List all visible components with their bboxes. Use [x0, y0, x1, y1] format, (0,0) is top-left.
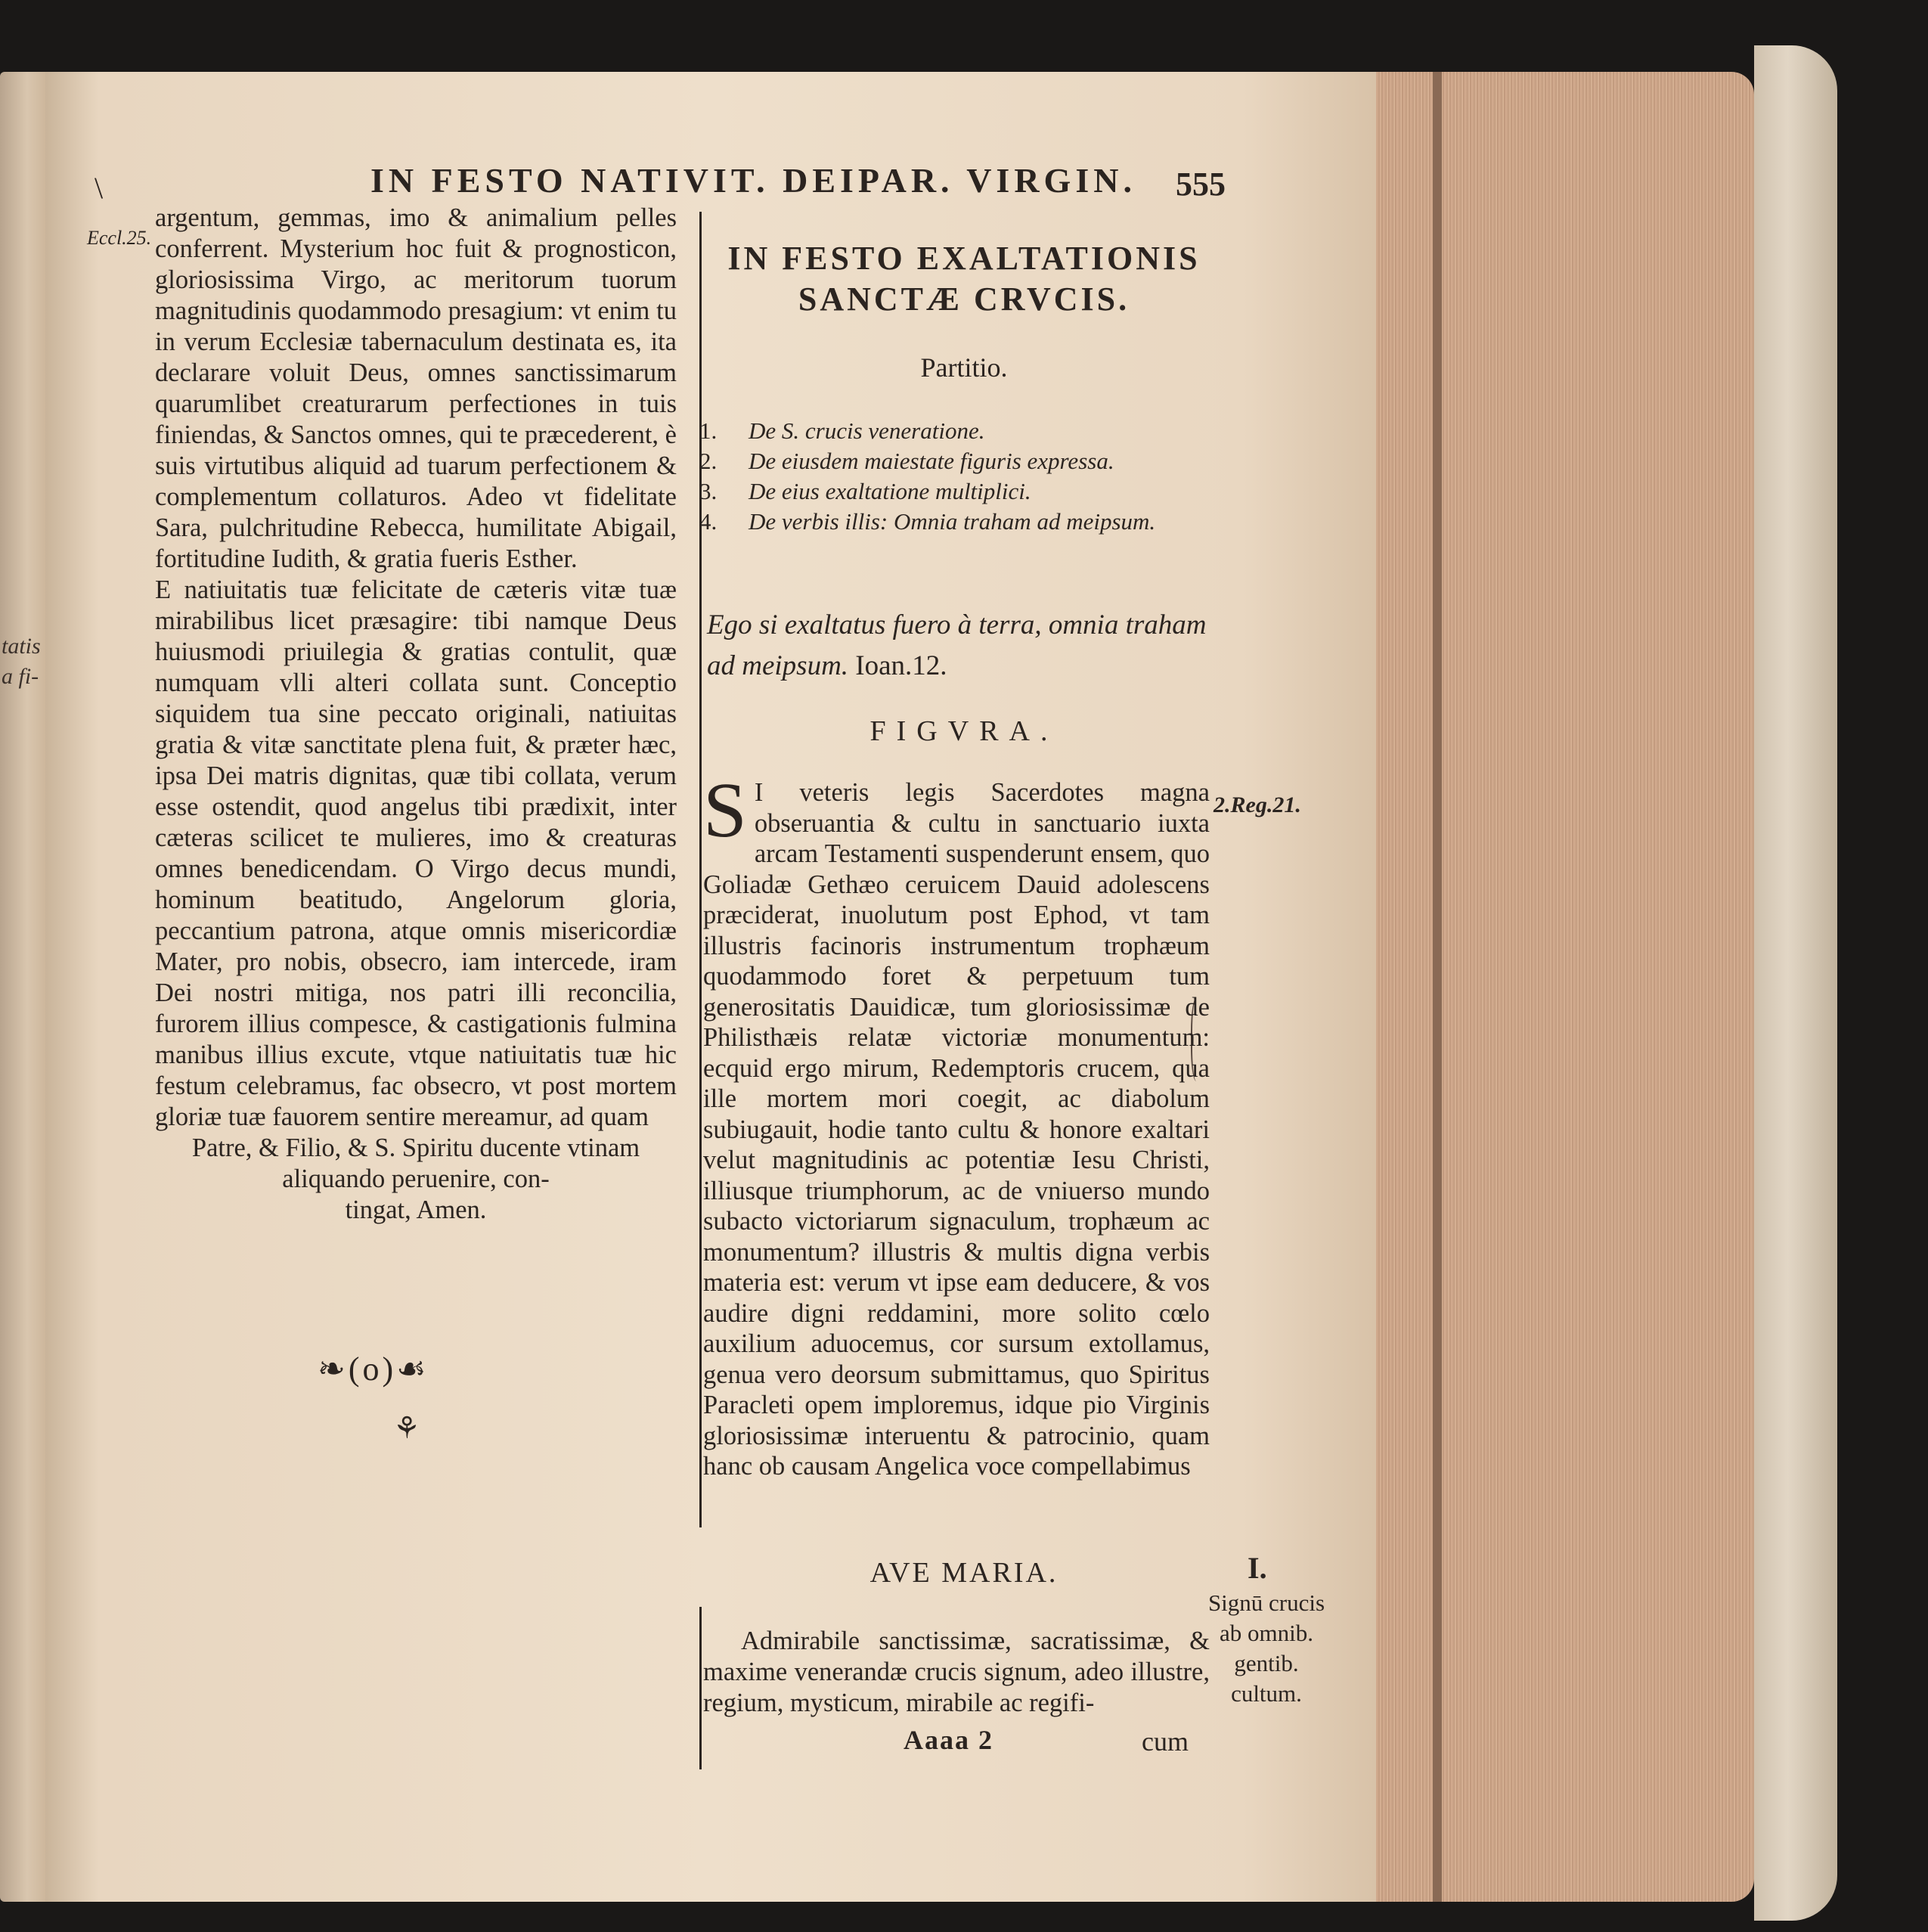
epigraph-reference: Ioan.12.: [855, 650, 947, 681]
epigraph: [707, 605, 1221, 687]
facing-page-edge: [0, 72, 45, 1902]
list-item: [699, 446, 1214, 476]
left-paragraph: E natiuitatis tuæ felicitate de cæteris vitæ tuæ mirabilibus licet præsagire: tibi namque Deus huiusmodi priuilegia & gratias contulit, quæ numquam vlli alteri collata sunt. Conceptio siquidem tua sine peccato originali, natiuitas gratia & vitæ sanctitate plena fuit, & præter hæc, ipsa Dei matris dignitas, quæ tibi collata, verum esse ostendit, quod angelus tibi prædixit, inter cæteras scilicet te mulieres, imo & creaturas omnes benedicendam. O Virgo decus mundi, hominum beatitudo, Angelorum gloria, peccantium patrona, atque omnis misericordiæ Mater, pro nobis, obsecro, iam intercede, iram Dei nostri mitiga, nos patri illi reconcilia, furorem illius compesce, & castigationis fulmina manibus illius excute, vtque natiuitatis tuæ hic festum celebramus, fac obsecro, vt post mortem gloriæ tuæ fauorem sentire mereamur, ad quam: [155, 575, 677, 1131]
running-head: IN FESTO NATIVIT. DEIPAR. VIRGIN.: [370, 161, 1136, 200]
epigraph-text: Ego si exaltatus fuero à terra, omnia traham ad meipsum.: [707, 609, 1207, 681]
facing-page-fragments: [2, 631, 39, 692]
margin-note-right: 2.Reg.21.: [1214, 792, 1301, 817]
list-text: De eiusdem maiestate figuris expressa.: [749, 448, 1114, 474]
tailpiece-ornament: ❧(o)☙: [318, 1351, 429, 1388]
column-rule: [699, 212, 702, 1527]
title-line: SANCTÆ CRVCIS.: [798, 281, 1130, 318]
right-column: [703, 767, 1210, 1482]
page-fore-edge: [1361, 72, 1754, 1902]
section-number: I.: [1248, 1551, 1267, 1585]
list-number: 2.: [699, 448, 718, 474]
right-paragraph-2: Admirabile sanctissimæ, sacratissimæ, & maxime venerandæ crucis signum, adeo illustre, regium, mysticum, mirabile ac regifi-: [703, 1627, 1210, 1717]
list-item: [699, 507, 1214, 537]
section-title: [699, 238, 1229, 320]
left-column: [155, 203, 677, 1226]
list-number: 4.: [699, 508, 718, 535]
closing-line: tingat, Amen.: [345, 1195, 487, 1224]
book-binding: [1754, 45, 1837, 1921]
tailpiece-drop: ⚘: [393, 1411, 420, 1445]
list-text: De S. crucis veneratione.: [749, 417, 985, 444]
fore-edge-gap: [1433, 72, 1442, 1902]
signature-mark: Aaaa 2: [904, 1725, 993, 1755]
facing-fragment: tatis: [2, 634, 41, 659]
list-number: 3.: [699, 478, 718, 504]
head-mark: \: [95, 171, 104, 205]
title-line: IN FESTO EXALTATIONIS: [727, 240, 1201, 277]
right-paragraph: [703, 767, 1210, 1482]
column-rule: [699, 1607, 702, 1769]
page-number: 555: [1176, 166, 1226, 203]
closing-line: Patre, & Filio, & S. Spiritu ducente vtinam aliquando peruenire, con-: [191, 1133, 640, 1193]
list-item: [699, 416, 1214, 446]
partitio-heading: Partitio.: [920, 352, 1008, 383]
section-margin-note: Signū crucis ab omnib. gentib. cultum.: [1207, 1589, 1325, 1707]
ave-heading: AVE MARIA.: [869, 1557, 1059, 1589]
list-text: De eius exaltatione multiplici.: [749, 478, 1031, 504]
margin-note-left: Eccl.25.: [87, 227, 152, 249]
list-item: [699, 476, 1214, 507]
left-paragraph: argentum, gemmas, imo & animalium pelles conferrent. Mysterium hoc fuit & prognosticon, gloriosissima Virgo, ac meritorum tuorum magnitudinis quodammodo presagium: vt enim tu in verum Ecclesiæ tabernaculum destinata es, ita declarare voluit Deus, omnes sanctissimarum quarumlibet creaturarum perfectiones in tuis finiendas, & Sanctos omnes, qui te præcederent, è suis virtutibus aliquid ad tuarum perfectionem & complementum collaturos. Adeo vt fidelitate Sara, pulchritudine Rebecca, humilitate Abigail, fortitudine Iudith, & gratia fueris Esther.: [155, 203, 677, 573]
drop-capital: S: [703, 767, 747, 854]
catchword: cum: [1142, 1726, 1189, 1757]
partitio-list: [699, 416, 1214, 537]
paragraph-body: I veteris legis Sacerdotes magna obseruantia & cultu in sanctuario iuxta arcam Testamenti suspenderunt ensem, quo Goliadæ Gethæo ceruicem Dauid adolescens præciderat, inuolutum post Ephod, vt tam illustris facinoris instrumentum trophæum quodammodo foret & perpetuum tum generositatis Dauidicæ, tum gloriosissimæ de Philisthæis relatæ victoriæ monumentum: ecquid ergo mirum, Redemptoris crucem, qua ille mortem mori coegit, ac diabolum subiugauit, hodie tanto cultu & honore exaltari velut magnitudinis ac potentiæ Iesu Christi, illiusque triumphorum, ac de vniuerso mundo subacto victoriarum signaculum, trophæum ac monumentum? illustris & multis digna verbis materia est: verum vt ipse eam deducere, & vos audire digni reddamini, more solito cœlo auxilium aduocemus, cor sursum extollamus, genua vero deorsum submittamus, quo Spiritus Paracleti opem imploremus, idque pio Virginis gloriosissimæ interuentu & patrocinio, quam hanc ob causam Angelica voce compellabimus: [703, 778, 1210, 1481]
figura-heading: FIGVRA.: [869, 715, 1059, 747]
facing-fragment: a fi-: [2, 664, 39, 689]
list-number: 1.: [699, 417, 718, 444]
list-text: De verbis illis: Omnia traham ad meipsum.: [749, 508, 1156, 535]
